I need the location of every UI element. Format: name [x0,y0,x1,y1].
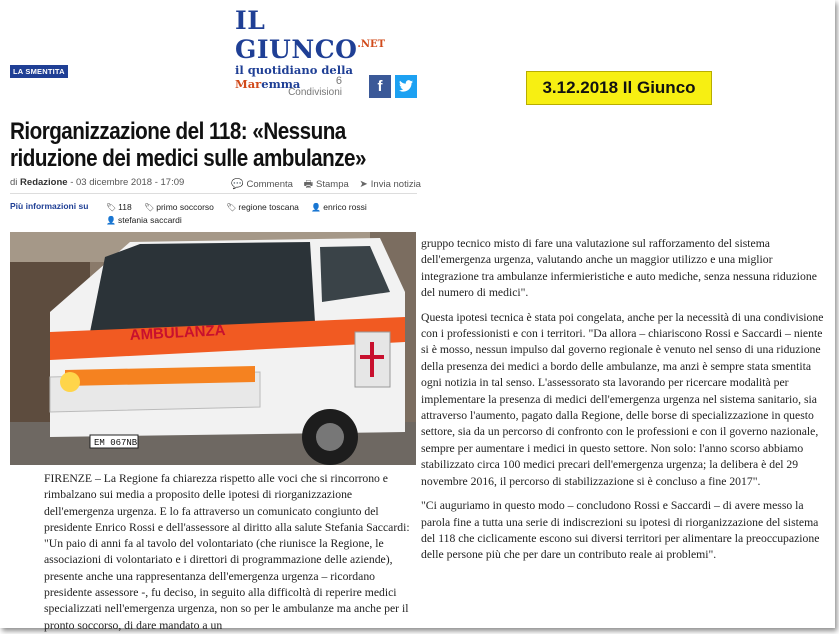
tag-item[interactable]: 👤 enrico rossi [311,202,367,212]
twitter-icon [399,80,413,92]
person-icon: 👤 [106,216,116,225]
share-count-label: Condivisioni [288,87,342,98]
article-body-right [421,236,833,572]
article-meta: di Redazione - 03 dicembre 2018 - 17:09 [10,177,185,188]
divider [10,193,417,194]
article-actions [231,177,429,194]
tag-icon: 🏷 [144,203,155,212]
article-headline: Riorganizzazione del 118: «Nessuna riduzione dei medici sulle ambulanze» [10,118,366,172]
category-label[interactable]: LA SMENTITA [10,65,68,78]
body-paragraph: gruppo tecnico misto di fare una valutazione sul rafforzamento del sistema dell'emergenza urgenza, valutando anche un maggior utilizzo e una miglior integrazione tra ambulanze infermieristiche e auto mediche, senza nessuna riduzione del numero di medici". [421,237,817,300]
facebook-share-button[interactable]: f [369,75,391,98]
tag-item[interactable]: 🏷 118 [106,202,132,212]
share-count [278,76,342,98]
tag-icon: 🏷 [106,203,117,212]
article-photo-ambulance [10,232,416,465]
site-logo[interactable] [235,6,415,91]
publish-date: - 03 dicembre 2018 - 17:09 [67,177,185,188]
logo-tagline: il quotidiano della Maremma [235,63,353,91]
twitter-share-button[interactable] [395,75,417,98]
tag-list [106,201,416,227]
tag-item[interactable]: 🏷 primo soccorso [144,202,214,212]
tag-icon: 🏷 [226,203,237,212]
more-info-label: Più informazioni su [10,201,89,211]
body-paragraph: Questa ipotesi tecnica è stata poi congelata, anche per la necessità di una condivisione con i professionisti e con i territori. "Da allora – chiariscono Rossi e Saccardi – niente si è mosso, nessun impulso dal governo regionale è venuto nel senso di una riduzione della presenza dei medici a bordo delle ambulanze, ma anzi è sempre stata smentita ogni notizia in tal senso. L'assessorato sta lavorando per ricercare modalità per implementare la presenza di medici dell'emergenza urgenza nel sistema sanitario, sia attraverso l'aumento, pagato dalla Regione, delle borse di specializzazione in questo settore, sia da un percorso di confronto con le professioni e con il governo nazionale, sempre per aumentare i medici in questo settore. Non solo: l'anno scorso abbiamo stabilizzato circa 100 medici precari dell'emergenza urgenza; la delibera è del 29 novembre 2016, il percorso di stabilizzazione si è concluso a fine 2017". [421,310,824,488]
logo-net: .NET [357,39,386,50]
person-icon: 👤 [311,203,322,212]
article-lede [44,471,416,634]
send-icon: ➤ [359,179,368,190]
share-count-number: 6 [335,75,342,87]
ambulance-side-text: AMBULANZA [129,322,226,344]
license-plate: EM 067NB [94,438,138,448]
print-icon: 🖶 [303,179,314,190]
comment-icon: 💬 [231,179,244,190]
ambulance-illustration [10,232,416,465]
date-badge: 3.12.2018 Il Giunco [526,71,712,105]
print-button[interactable]: 🖶 Stampa [303,179,349,190]
tag-item[interactable]: 👤 stefania saccardi [106,215,182,225]
send-news-button[interactable]: ➤ Invia notizia [359,179,421,190]
body-paragraph: "Ci auguriamo in questo modo – concludono Rossi e Saccardi – di avere messo la parola fine a tutta una serie di indiscrezioni su ipotesi di riorganizzazione del sistema del 118 che ciclicamente escono sui diversi territori per alimentare la preoccupazione delle persone più che per dare un contributo reale ai problemi". [421,499,820,562]
lede-paragraph: FIRENZE – La Regione fa chiarezza rispetto alle voci che si rincorrono e rimbalzano sui media a proposito delle ipotesi di riorganizzazione dell'emergenza urgenza. E lo fa attraverso un comunicato congiunto del presidente Enrico Rossi e dell'assessore al diritto alla salute Stefania Saccardi: "Un paio di anni fa al tavolo del volontariato (che riunisce la Regione, le associazioni di volontariato e i direttori di programmazione delle aziende), presente anche una rappresentanza dell'emergenza urgenza – ricordano presidente assessore -, fu deciso, in seguito alla difficoltà di reperire medici specializzati nell'emergenza urgenza, non so per le ambulanze ma anche per il pronto soccorso, di dare mandato a un [44,472,410,632]
tag-item[interactable]: 🏷 regione toscana [226,202,299,212]
author-link[interactable]: Redazione [20,177,68,188]
logo-name: IL GIUNCO [235,6,358,64]
comment-button[interactable]: 💬 Commenta [231,179,293,190]
